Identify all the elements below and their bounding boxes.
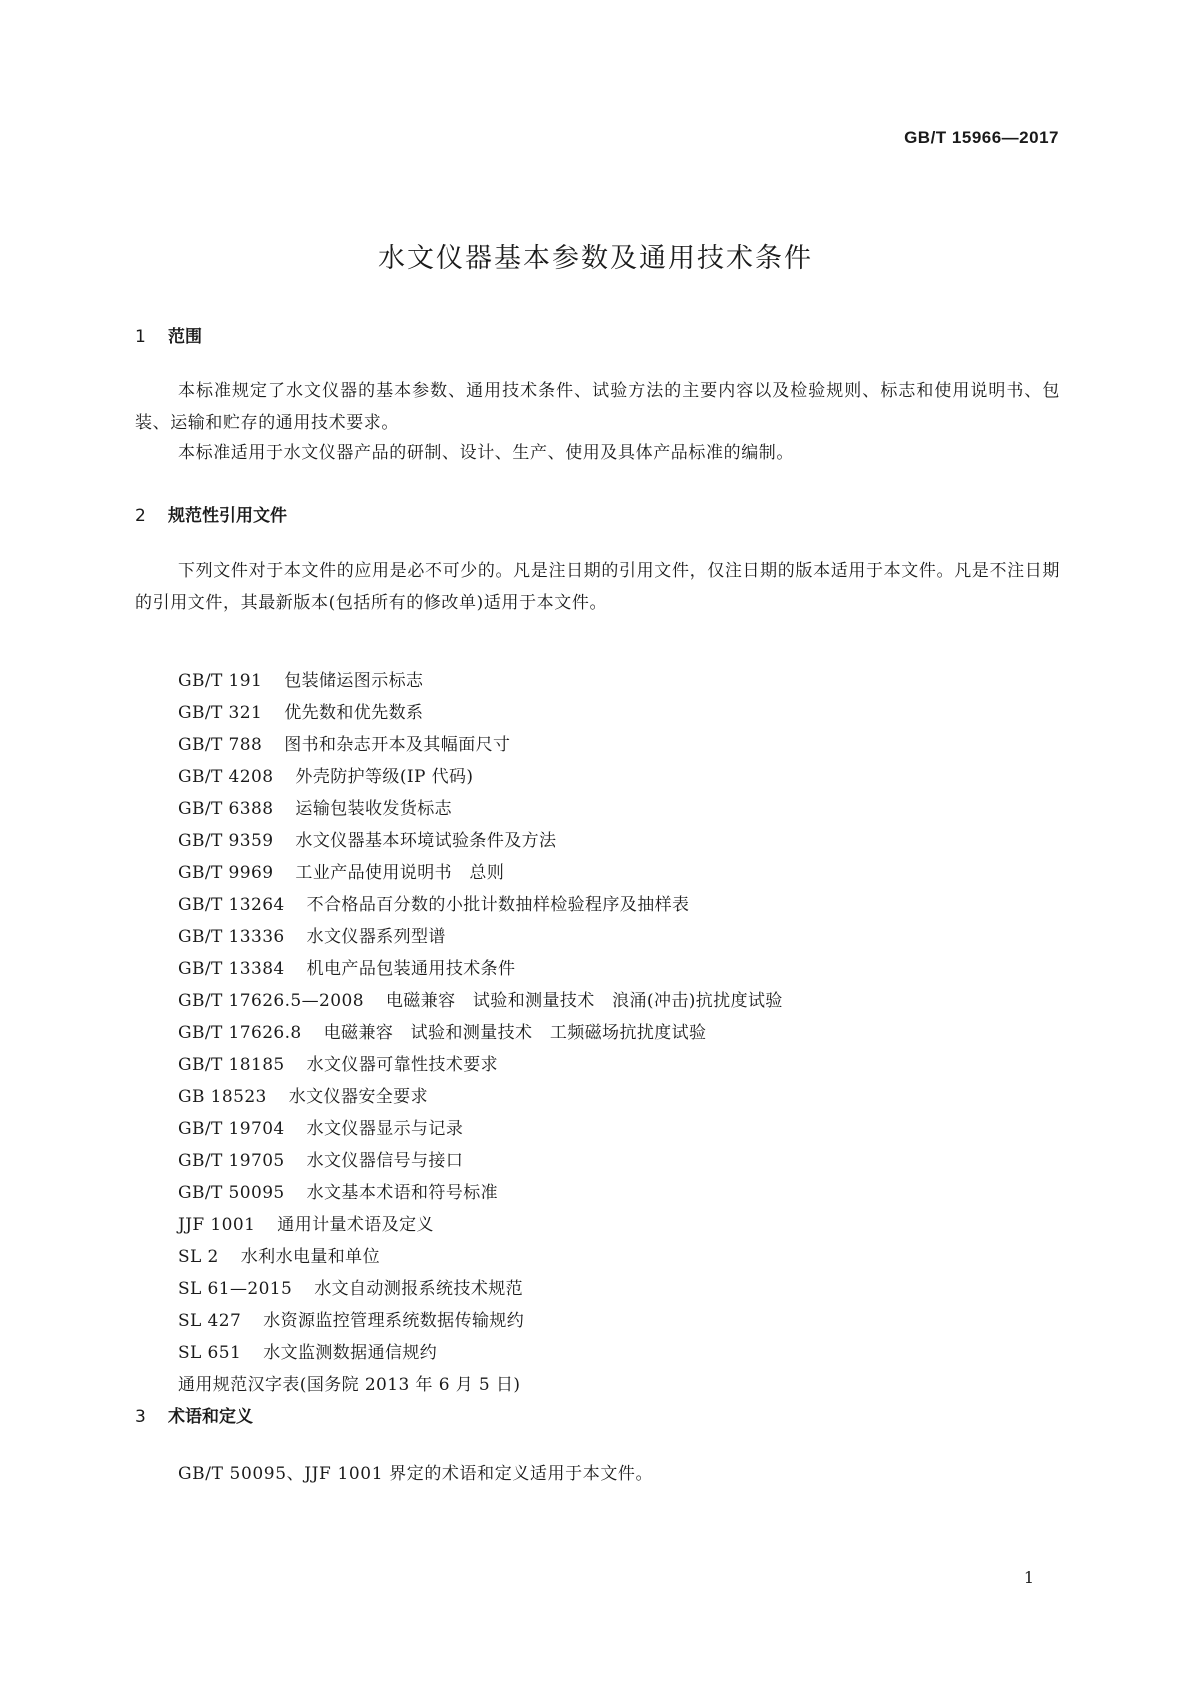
reference-item <box>178 1337 783 1369</box>
reference-code: GB/T 19705 <box>178 1151 285 1171</box>
reference-code: GB/T 17626.8 <box>178 1023 302 1043</box>
reference-item <box>178 1305 783 1337</box>
reference-title: 通用计量术语及定义 <box>277 1215 434 1235</box>
reference-title: 水文仪器可靠性技术要求 <box>306 1055 499 1075</box>
section-number: 2 <box>135 506 146 526</box>
document-title: 水文仪器基本参数及通用技术条件 <box>378 243 813 274</box>
reference-code: GB/T 6388 <box>178 799 274 819</box>
section-3-heading <box>135 1402 253 1427</box>
section-title: 范围 <box>168 327 202 347</box>
reference-code: SL 2 <box>178 1247 219 1267</box>
reference-item <box>178 1177 783 1209</box>
reference-title: 电磁兼容 试验和测量技术 工频磁场抗扰度试验 <box>323 1023 707 1043</box>
reference-title: 水文监测数据通信规约 <box>263 1343 438 1363</box>
reference-code: GB/T 17626.5—2008 <box>178 991 364 1011</box>
section-number: 1 <box>135 327 146 347</box>
terms-paragraph: GB/T 50095、JJF 1001 界定的术语和定义适用于本文件。 <box>178 1464 654 1484</box>
reference-code: GB/T 13384 <box>178 959 285 979</box>
reference-title: 通用规范汉字表(国务院 2013 年 6 月 5 日) <box>178 1375 521 1395</box>
section-title: 术语和定义 <box>168 1407 253 1427</box>
reference-item <box>178 793 783 825</box>
reference-title: 水利水电量和单位 <box>240 1247 380 1267</box>
reference-code: SL 427 <box>178 1311 242 1331</box>
reference-title: 水资源监控管理系统数据传输规约 <box>263 1311 525 1331</box>
reference-item <box>178 953 783 985</box>
reference-code: GB 18523 <box>178 1087 267 1107</box>
reference-item <box>178 665 783 697</box>
reference-code: GB/T 9969 <box>178 863 274 883</box>
reference-title: 水文基本术语和符号标准 <box>306 1183 499 1203</box>
reference-title: 水文仪器信号与接口 <box>306 1151 464 1171</box>
reference-item <box>178 1049 783 1081</box>
reference-title: 不合格品百分数的小批计数抽样检验程序及抽样表 <box>306 895 690 915</box>
section-number: 3 <box>135 1407 146 1427</box>
standard-code: GB/T 15966—2017 <box>904 128 1059 147</box>
reference-code: GB/T 50095 <box>178 1183 285 1203</box>
reference-title: 外壳防护等级(IP 代码) <box>295 767 474 787</box>
reference-item <box>178 761 783 793</box>
reference-title: 水文仪器安全要求 <box>288 1087 428 1107</box>
scope-paragraph-1: 本标准规定了水文仪器的基本参数、通用技术条件、试验方法的主要内容以及检验规则、标志和使用说明书、包装、运输和贮存的通用技术要求。 <box>135 381 1060 433</box>
reference-code: GB/T 18185 <box>178 1055 285 1075</box>
reference-code: SL 651 <box>178 1343 242 1363</box>
reference-item <box>178 697 783 729</box>
reference-title: 工业产品使用说明书 总则 <box>295 863 505 883</box>
reference-item <box>178 1145 783 1177</box>
reference-item <box>178 857 783 889</box>
reference-code: GB/T 9359 <box>178 831 274 851</box>
reference-code: GB/T 4208 <box>178 767 274 787</box>
reference-title: 机电产品包装通用技术条件 <box>306 959 516 979</box>
reference-title: 水文自动测报系统技术规范 <box>314 1279 524 1299</box>
reference-code: GB/T 13264 <box>178 895 285 915</box>
reference-item <box>178 1241 783 1273</box>
reference-code: GB/T 788 <box>178 735 263 755</box>
references-intro-paragraph: 下列文件对于本文件的应用是必不可少的。凡是注日期的引用文件，仅注日期的版本适用于本文件。凡是不注日期的引用文件，其最新版本(包括所有的修改单)适用于本文件。 <box>135 561 1060 613</box>
reference-title: 运输包装收发货标志 <box>295 799 453 819</box>
reference-code: GB/T 19704 <box>178 1119 285 1139</box>
section-1-heading <box>135 322 202 347</box>
reference-item <box>178 1369 783 1401</box>
reference-item <box>178 825 783 857</box>
reference-code: GB/T 191 <box>178 671 263 691</box>
normative-reference-list <box>178 665 783 1401</box>
page-number: 1 <box>1023 1568 1034 1587</box>
section-title: 规范性引用文件 <box>168 506 287 526</box>
reference-item <box>178 1273 783 1305</box>
reference-title: 包装储运图示标志 <box>284 671 424 691</box>
reference-item <box>178 1113 783 1145</box>
reference-title: 图书和杂志开本及其幅面尺寸 <box>284 735 511 755</box>
reference-item <box>178 1209 783 1241</box>
reference-item <box>178 1081 783 1113</box>
reference-title: 水文仪器系列型谱 <box>306 927 446 947</box>
reference-code: JJF 1001 <box>178 1215 256 1235</box>
reference-code: SL 61—2015 <box>178 1279 293 1299</box>
scope-paragraph-2: 本标准适用于水文仪器产品的研制、设计、生产、使用及具体产品标准的编制。 <box>178 443 794 463</box>
reference-title: 电磁兼容 试验和测量技术 浪涌(冲击)抗扰度试验 <box>385 991 783 1011</box>
reference-code: GB/T 13336 <box>178 927 285 947</box>
reference-item <box>178 921 783 953</box>
reference-item <box>178 985 783 1017</box>
reference-title: 水文仪器基本环境试验条件及方法 <box>295 831 557 851</box>
reference-item <box>178 889 783 921</box>
section-2-heading <box>135 501 287 526</box>
reference-code: GB/T 321 <box>178 703 263 723</box>
reference-item <box>178 1017 783 1049</box>
reference-title: 水文仪器显示与记录 <box>306 1119 464 1139</box>
reference-title: 优先数和优先数系 <box>284 703 424 723</box>
reference-item <box>178 729 783 761</box>
